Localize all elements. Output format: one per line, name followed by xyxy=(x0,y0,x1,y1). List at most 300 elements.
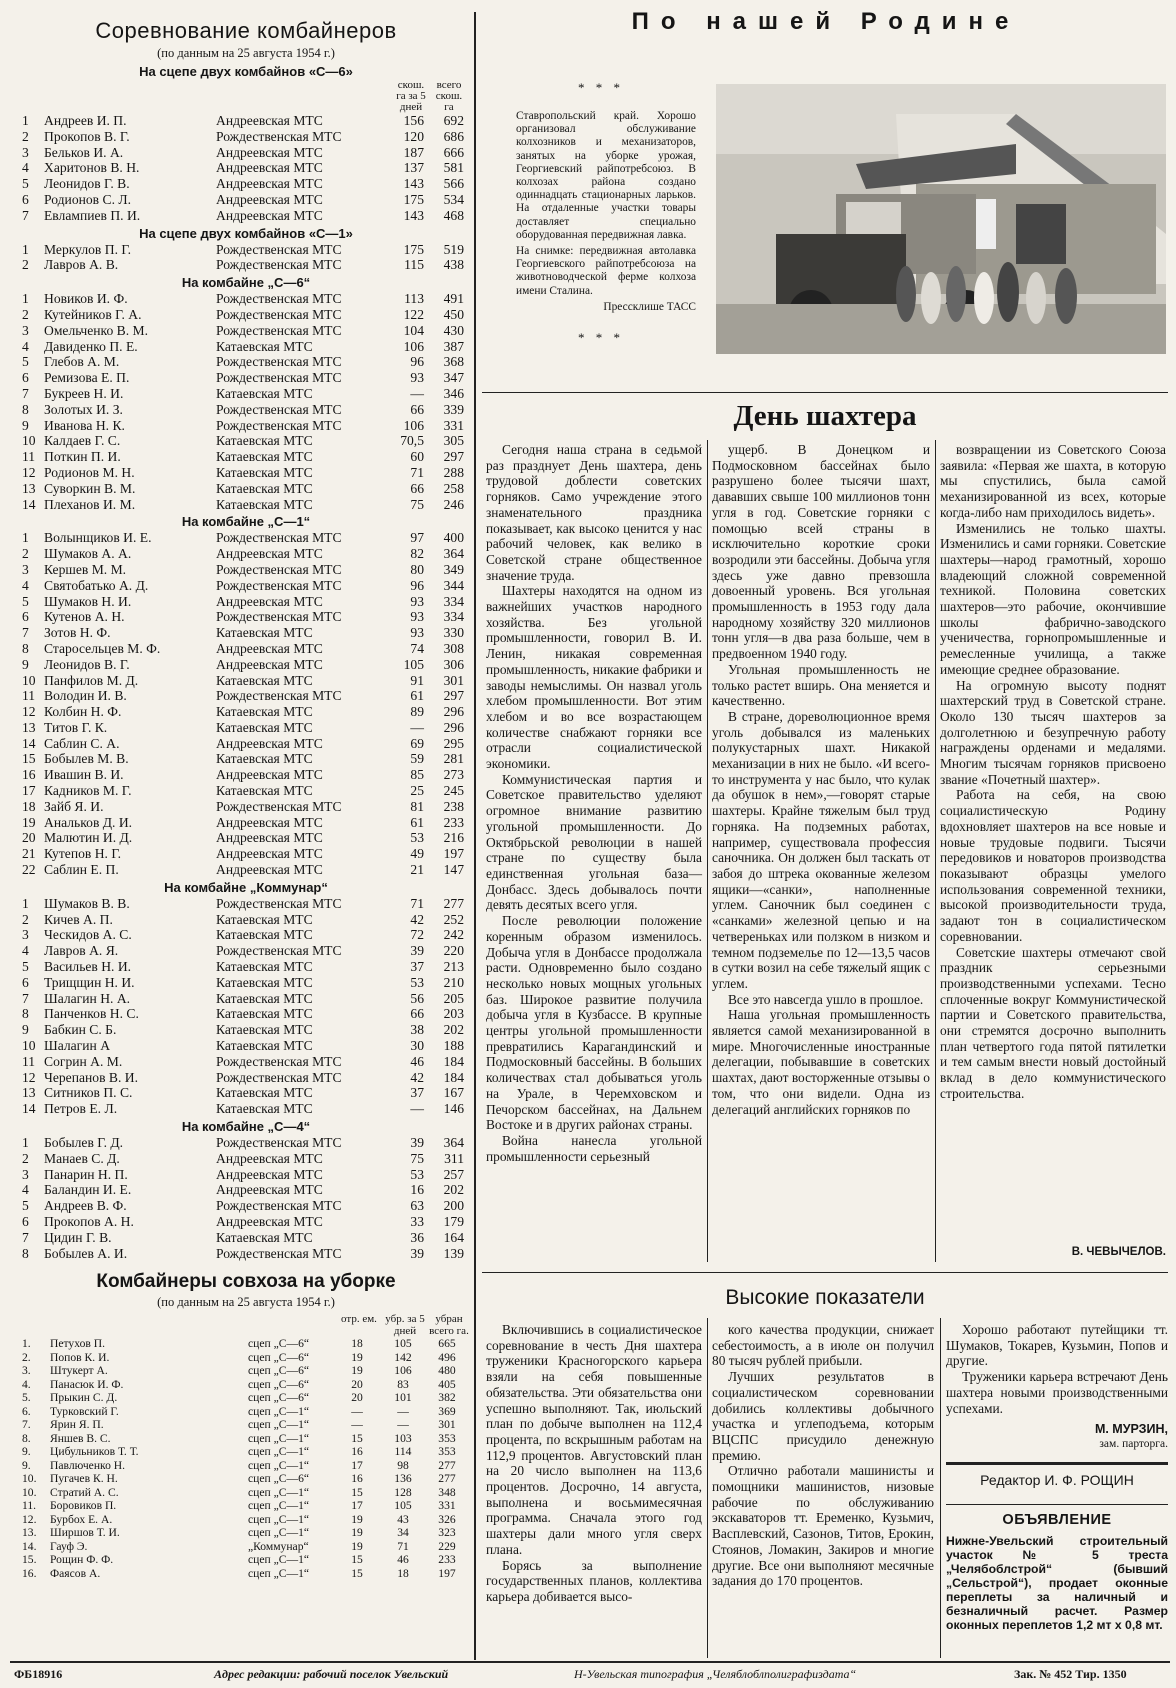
hectares-total: 242 xyxy=(443,927,464,943)
mts-name: Андреевская МТС xyxy=(216,593,323,609)
combiner-name: Андреев В. Ф. xyxy=(44,1198,127,1214)
mts-name: Катаевская МТС xyxy=(216,1038,313,1054)
combiner-name: Меркулов П. Г. xyxy=(44,241,132,257)
mts-name: Катаевская МТС xyxy=(216,1022,313,1038)
row-number: 9 xyxy=(22,1022,29,1038)
row-number: 14 xyxy=(22,1101,36,1117)
photo-mobile-shop xyxy=(716,84,1166,354)
mts-name: Катаевская МТС xyxy=(216,990,313,1006)
hectares-total: 200 xyxy=(443,1198,464,1214)
row-number: 1. xyxy=(22,1337,31,1351)
table-row xyxy=(22,1198,470,1214)
hectares-total: 368 xyxy=(443,354,464,370)
table-row xyxy=(22,1006,470,1022)
row-number: 6 xyxy=(22,609,29,625)
row-number: 14. xyxy=(22,1539,37,1553)
hectares-5-days: — xyxy=(397,1404,409,1418)
competition-sections xyxy=(22,64,470,1261)
hectares-total: 353 xyxy=(438,1431,456,1445)
mts-name: Андреевская МТС xyxy=(216,176,323,192)
hectares-total: 296 xyxy=(443,719,464,735)
hectares-5-days: 53 xyxy=(410,830,424,846)
article-paragraph: Изменились не только шахты. Изменились и сами горняки. Советские шахтеры—народ грамотный, хорошо владеющий сложной современной техникой. Половина советских шахтеров—это рабочие, окончившие школы фабрично-заводского ученичества, горнопромышленные и ремесленные училища, а также имеющие среднее образование. xyxy=(940,520,1166,677)
mts-name: Рождественская МТС xyxy=(216,1245,342,1261)
hectares-total: 213 xyxy=(443,959,464,975)
combine-type: сцеп „С—1“ xyxy=(248,1418,310,1432)
combiner-name: Рощин Ф. Ф. xyxy=(50,1553,114,1567)
row-number: 3. xyxy=(22,1364,31,1378)
hectares-total: 323 xyxy=(438,1526,456,1540)
hectares-total: 326 xyxy=(438,1512,456,1526)
hectares-total: 353 xyxy=(438,1445,456,1459)
row-number: 12. xyxy=(22,1512,37,1526)
table-row xyxy=(22,1526,470,1540)
row-number: 3 xyxy=(22,561,29,577)
combiner-name: Иванова Н. К. xyxy=(44,417,125,433)
hectares-total: 220 xyxy=(443,943,464,959)
row-number: 2 xyxy=(22,257,29,273)
work-days: 15 xyxy=(351,1485,363,1499)
hectares-total: 468 xyxy=(443,207,464,223)
combiner-name: Бобылев М. В. xyxy=(44,751,129,767)
hectares-5-days: 70,5 xyxy=(400,433,424,449)
combiner-name: Кутепов Н. Г. xyxy=(44,846,122,862)
hectares-total: 139 xyxy=(443,1245,464,1261)
combiner-name: Плеханов И. М. xyxy=(44,496,136,512)
article-column xyxy=(712,1322,934,1658)
hectares-total: 164 xyxy=(443,1229,464,1245)
combine-type: сцеп „С—1“ xyxy=(248,1445,310,1459)
combine-type: сцеп „С—1“ xyxy=(248,1566,310,1580)
hectares-total: 534 xyxy=(443,191,464,207)
row-number: 4 xyxy=(22,1182,29,1198)
hectares-5-days: 187 xyxy=(403,144,424,160)
row-number: 10 xyxy=(22,672,36,688)
hectares-5-days: 75 xyxy=(410,1150,424,1166)
table-row xyxy=(22,192,470,208)
hectares-total: 197 xyxy=(443,846,464,862)
combiner-name: Колбин Н. Ф. xyxy=(44,704,122,720)
table-row xyxy=(22,641,470,657)
combine-type: сцеп „С—1“ xyxy=(248,1458,310,1472)
hectares-total: 308 xyxy=(443,640,464,656)
combiner-name: Цибульников Т. Т. xyxy=(50,1445,139,1459)
article-paragraph: Труженики карьера встречают День шахтера новыми производственными успехами. xyxy=(946,1369,1168,1416)
article-paragraph: возвращении из Советского Союза заявила: «Первая же шахта, в которую мы спустились, была самой механизированной из всех, которые когда-либо нам приходилось видеть». xyxy=(940,442,1166,520)
row-number: 11 xyxy=(22,688,36,704)
hectares-total: 301 xyxy=(443,672,464,688)
column-header: скош. га за 5 дней xyxy=(396,79,426,113)
combiner-name: Кершев М. М. xyxy=(44,561,127,577)
article-title-miners-day: День шахтера xyxy=(733,400,917,432)
mts-name: Катаевская МТС xyxy=(216,1101,313,1117)
sovhoz-header-col: отр. ем. xyxy=(341,1313,377,1326)
hectares-5-days: 18 xyxy=(397,1566,409,1580)
author-role: зам. парторга. xyxy=(1099,1438,1168,1450)
table-row xyxy=(22,609,470,625)
combine-type: сцеп „С—1“ xyxy=(248,1485,310,1499)
row-number: 13. xyxy=(22,1526,37,1540)
sovhoz-header-col: убран всего га. xyxy=(429,1313,469,1338)
hectares-total: 364 xyxy=(443,546,464,562)
combiner-name: Ческидов А. С. xyxy=(44,927,132,943)
row-number: 9. xyxy=(22,1458,31,1472)
mts-name: Андреевская МТС xyxy=(216,144,323,160)
mts-name: Катаевская МТС xyxy=(216,1085,313,1101)
hectares-5-days: 69 xyxy=(410,735,424,751)
combine-type: сцеп „С—1“ xyxy=(248,1404,310,1418)
hectares-5-days: — xyxy=(410,1101,424,1117)
section-title: На комбайне „С—1“ xyxy=(181,514,311,530)
table-row xyxy=(22,991,470,1007)
row-number: 15 xyxy=(22,751,36,767)
mts-name: Катаевская МТС xyxy=(216,625,313,641)
combiner-name: Шумаков Н. И. xyxy=(44,593,132,609)
work-days: 20 xyxy=(351,1377,363,1391)
sovhoz-title: Комбайнеры совхоза на уборке xyxy=(96,1271,396,1293)
row-number: 12 xyxy=(22,1069,36,1085)
table-row xyxy=(22,1070,470,1086)
row-number: 7 xyxy=(22,385,29,401)
hectares-5-days: 156 xyxy=(403,113,424,128)
combiner-name: Бабкин С. Б. xyxy=(44,1022,117,1038)
combiner-name: Новиков И. Ф. xyxy=(44,291,128,307)
mts-name: Андреевская МТС xyxy=(216,846,323,862)
hectares-total: 692 xyxy=(443,113,464,128)
row-number: 6 xyxy=(22,370,29,386)
combine-type: сцеп „С—6“ xyxy=(248,1391,310,1405)
combiner-name: Фаясов А. xyxy=(50,1566,101,1580)
combine-type: сцеп „С—6“ xyxy=(248,1337,310,1351)
table-row xyxy=(22,1418,470,1432)
hectares-5-days: 61 xyxy=(410,688,424,704)
hectares-5-days: 16 xyxy=(410,1182,424,1198)
table-row xyxy=(22,481,470,497)
mts-name: Андреевская МТС xyxy=(216,814,323,830)
article-paragraph: Угольная промышленность не только растет вширь. Она меняется и качественно. xyxy=(712,661,930,709)
table-row xyxy=(22,783,470,799)
mts-name: Катаевская МТС xyxy=(216,338,313,354)
table-row xyxy=(22,530,470,546)
hectares-total: 450 xyxy=(443,306,464,322)
hectares-5-days: 46 xyxy=(397,1553,409,1567)
hectares-5-days: 113 xyxy=(404,291,424,307)
mts-name: Рождественская МТС xyxy=(216,609,342,625)
hectares-5-days: 104 xyxy=(403,322,424,338)
hectares-5-days: 128 xyxy=(394,1485,412,1499)
combiner-name: Боровиков П. xyxy=(50,1499,117,1513)
row-number: 2 xyxy=(22,128,29,144)
mts-name: Андреевская МТС xyxy=(216,735,323,751)
hectares-5-days: 66 xyxy=(410,1006,424,1022)
hectares-5-days: 105 xyxy=(394,1499,412,1513)
hectares-total: 296 xyxy=(443,704,464,720)
row-number: 9 xyxy=(22,417,29,433)
hectares-total: 246 xyxy=(443,496,464,512)
mts-name: Андреевская МТС xyxy=(216,191,323,207)
hectares-5-days: 105 xyxy=(403,656,424,672)
row-number: 1 xyxy=(22,113,29,128)
table-row xyxy=(22,815,470,831)
table-row xyxy=(22,354,470,370)
combiner-name: Гауф Э. xyxy=(50,1539,88,1553)
work-days: 16 xyxy=(351,1472,363,1486)
hectares-total: 339 xyxy=(443,401,464,417)
row-number: 17 xyxy=(22,783,36,799)
table-row xyxy=(22,1378,470,1392)
work-days: 15 xyxy=(351,1431,363,1445)
table-row xyxy=(22,1499,470,1513)
section-divider xyxy=(482,1272,1168,1273)
combiner-name: Согрин А. М. xyxy=(44,1053,123,1069)
combiner-name: Панасюк И. Ф. xyxy=(50,1377,124,1391)
mts-name: Рождественская МТС xyxy=(216,370,342,386)
hectares-total: 147 xyxy=(443,862,464,878)
hectares-5-days: 106 xyxy=(403,417,424,433)
table-row xyxy=(22,862,470,878)
article-paragraph: Сегодня наша страна в седьмой раз празднует День шахтера, день трудовой доблести советских горняков. Само учреждение этого знаменательного праздника показывает, как высоко ценится у нас рабочий человек, как велико в Советской стране общественное значение труда. xyxy=(486,442,702,583)
table-row xyxy=(22,465,470,481)
row-number: 20 xyxy=(22,830,36,846)
combiner-name: Лавров А. Я. xyxy=(44,943,119,959)
sovhoz-header xyxy=(22,1313,470,1337)
table-row xyxy=(22,1445,470,1459)
combiner-name: Ремизова Е. П. xyxy=(44,370,130,386)
hectares-total: 205 xyxy=(443,990,464,1006)
hectares-5-days: 93 xyxy=(410,593,424,609)
mts-name: Андреевская МТС xyxy=(216,1166,323,1182)
table-row xyxy=(22,370,470,386)
row-number: 10 xyxy=(22,1038,36,1054)
combiner-name: Зотов Н. Ф. xyxy=(44,625,111,641)
table-row xyxy=(22,1540,470,1554)
row-number: 13 xyxy=(22,719,36,735)
mts-name: Рождественская МТС xyxy=(216,128,342,144)
combiner-name: Шалагин Н. А. xyxy=(44,990,131,1006)
mts-name: Рождественская МТС xyxy=(216,257,342,273)
table-row xyxy=(22,1432,470,1446)
mts-name: Катаевская МТС xyxy=(216,464,313,480)
mts-name: Рождественская МТС xyxy=(216,530,342,546)
hectares-5-days: 91 xyxy=(410,672,424,688)
row-number: 9 xyxy=(22,656,29,672)
row-number: 6 xyxy=(22,191,29,207)
mts-name: Рождественская МТС xyxy=(216,291,342,307)
mts-name: Рождественская МТС xyxy=(216,577,342,593)
combiner-name: Саблин Е. П. xyxy=(44,862,119,878)
editor-line: Редактор И. Ф. РОЩИН xyxy=(980,1472,1134,1488)
combiner-name: Кутейников Г. А. xyxy=(44,306,142,322)
table-row xyxy=(22,402,470,418)
work-days: 19 xyxy=(351,1512,363,1526)
combiner-name: Золотых И. З. xyxy=(44,401,123,417)
row-number: 12 xyxy=(22,464,36,480)
hectares-total: 305 xyxy=(443,433,464,449)
row-number: 1 xyxy=(22,895,29,911)
hectares-total: 146 xyxy=(443,1101,464,1117)
article-paragraph: Советские шахтеры отмечают свой праздник серьезными производственными успехами. Тесно сплоченные вокруг Коммунистической партии и Советского правительства, они стремятся досрочно выполнить план четвертого года пятой пятилетки и тем самым внести новый достойный вклад в дело коммунистического строительства. xyxy=(940,944,1166,1101)
hectares-5-days: 83 xyxy=(397,1377,409,1391)
page-footer xyxy=(14,1665,1170,1683)
hectares-5-days: 39 xyxy=(410,1245,424,1261)
hectares-total: 297 xyxy=(443,688,464,704)
hectares-total: 344 xyxy=(443,577,464,593)
hectares-total: 387 xyxy=(443,338,464,354)
combiner-name: Леонидов Г. В. xyxy=(44,176,130,192)
mts-name: Рождественская МТС xyxy=(216,943,342,959)
table-row xyxy=(22,975,470,991)
table-row xyxy=(22,959,470,975)
hectares-5-days: 39 xyxy=(410,943,424,959)
column-divider xyxy=(474,12,476,1660)
hectares-total: 330 xyxy=(443,625,464,641)
work-days: 18 xyxy=(351,1337,363,1351)
table-row xyxy=(22,1101,470,1117)
hectares-total: 566 xyxy=(443,176,464,192)
hectares-5-days: 142 xyxy=(394,1350,412,1364)
combiner-name: Анальков Д. И. xyxy=(44,814,133,830)
hectares-5-days: 49 xyxy=(410,846,424,862)
hectares-5-days: 106 xyxy=(394,1364,412,1378)
row-number: 7 xyxy=(22,1229,29,1245)
article-paragraph: Наша угольная промышленность является самой механизированной в мире. Многочисленные иностранные делегации, побывавшие в советских шахтах, дают восторженные отзывы о том, что они видели. Одна из делегаций английских горняков по xyxy=(712,1007,930,1117)
row-number: 1 xyxy=(22,1135,29,1151)
hectares-5-days: 33 xyxy=(410,1214,424,1229)
hectares-5-days: 75 xyxy=(410,496,424,512)
mts-name: Андреевская МТС xyxy=(216,1182,323,1198)
combiner-name: Малютин И. Д. xyxy=(44,830,133,846)
hectares-total: 277 xyxy=(438,1472,456,1486)
table-row xyxy=(22,433,470,449)
column-rule xyxy=(707,440,708,1262)
mts-name: Катаевская МТС xyxy=(216,704,313,720)
table-row xyxy=(22,578,470,594)
section-header-rodine: По нашей Родине xyxy=(631,8,1021,35)
hectares-5-days: 53 xyxy=(410,1166,424,1182)
table-row xyxy=(22,1085,470,1101)
hectares-total: 257 xyxy=(443,1166,464,1182)
hectares-total: 167 xyxy=(443,1085,464,1101)
combiner-name: Пугачев К. Н. xyxy=(50,1472,118,1486)
row-number: 18 xyxy=(22,798,36,814)
article-column xyxy=(486,1322,702,1658)
combiner-name: Яншев В. С. xyxy=(50,1431,111,1445)
combiner-name: Турковский Г. xyxy=(50,1404,119,1418)
hectares-5-days: 93 xyxy=(410,370,424,386)
hectares-5-days: 38 xyxy=(410,1022,424,1038)
table-row xyxy=(22,1405,470,1419)
table-row xyxy=(22,1553,470,1567)
row-number: 8 xyxy=(22,640,29,656)
hectares-5-days: 175 xyxy=(403,191,424,207)
column-header: всего скош. га xyxy=(435,79,463,113)
work-days: 15 xyxy=(351,1553,363,1567)
combine-type: сцеп „С—1“ xyxy=(248,1512,310,1526)
combiner-name: Цидин Г. В. xyxy=(44,1229,112,1245)
combiner-name: Панфилов М. Д. xyxy=(44,672,139,688)
table-row xyxy=(22,546,470,562)
hectares-5-days: 39 xyxy=(410,1135,424,1151)
mts-name: Андреевская МТС xyxy=(216,1150,323,1166)
table-row xyxy=(22,657,470,673)
combiner-name: Кадников М. Г. xyxy=(44,783,132,799)
mts-name: Рождественская МТС xyxy=(216,322,342,338)
mts-name: Андреевская МТС xyxy=(216,830,323,846)
row-number: 19 xyxy=(22,814,36,830)
table-row xyxy=(22,1230,470,1246)
row-number: 4 xyxy=(22,943,29,959)
row-number: 3 xyxy=(22,322,29,338)
combiner-name: Святобатько А. Д. xyxy=(44,577,149,593)
hectares-total: 238 xyxy=(443,798,464,814)
row-number: 6 xyxy=(22,1214,29,1229)
hectares-5-days: 98 xyxy=(397,1458,409,1472)
mts-name: Рождественская МТС xyxy=(216,241,342,257)
section-title: На сцепе двух комбайнов «С—1» xyxy=(139,225,353,241)
work-days: 19 xyxy=(351,1364,363,1378)
table-row xyxy=(22,1151,470,1167)
hectares-total: 496 xyxy=(438,1350,456,1364)
table-row xyxy=(22,1486,470,1500)
mts-name: Катаевская МТС xyxy=(216,385,313,401)
hectares-total: 203 xyxy=(443,1006,464,1022)
hectares-5-days: 46 xyxy=(410,1053,424,1069)
hectares-total: 229 xyxy=(438,1539,456,1553)
table-row xyxy=(22,418,470,434)
hectares-total: 364 xyxy=(443,1135,464,1151)
row-number: 3 xyxy=(22,1166,29,1182)
combiner-name: Харитонов В. Н. xyxy=(44,160,140,176)
table-row xyxy=(22,386,470,402)
sovhoz-subtitle: (по данным на 25 августа 1954 г.) xyxy=(157,1295,335,1310)
hectares-total: 277 xyxy=(438,1458,456,1472)
section-title: На комбайне „Коммунар“ xyxy=(164,879,328,895)
work-days: 20 xyxy=(351,1391,363,1405)
combine-type: сцеп „С—6“ xyxy=(248,1364,310,1378)
footer-code: ФБ18916 xyxy=(14,1667,63,1681)
article-column xyxy=(940,442,1166,1242)
work-days: 19 xyxy=(351,1350,363,1364)
article-column xyxy=(946,1322,1168,1416)
table-row xyxy=(22,145,470,161)
combiner-name: Панченков Н. С. xyxy=(44,1006,139,1022)
table-row xyxy=(22,830,470,846)
table-row xyxy=(22,1567,470,1581)
mts-name: Рождественская МТС xyxy=(216,561,342,577)
work-days: 16 xyxy=(351,1445,363,1459)
article-paragraph: Лучших результатов в социалистическом соревновании добились коллективы добычного участка и углеподъема, которым ВЦСПС присудило денежную премию. xyxy=(712,1369,934,1463)
hectares-total: 273 xyxy=(443,767,464,783)
table-row xyxy=(22,1038,470,1054)
combiner-name: Титов Г. К. xyxy=(44,719,108,735)
combiner-name: Шумаков А. А. xyxy=(44,546,132,562)
article-column xyxy=(712,442,930,1268)
combiner-name: Родионов М. Н. xyxy=(44,464,135,480)
photo-illustration xyxy=(716,84,1166,354)
row-number: 1 xyxy=(22,291,29,307)
mts-name: Катаевская МТС xyxy=(216,1006,313,1022)
hectares-total: 438 xyxy=(443,257,464,273)
hectares-5-days: 97 xyxy=(410,530,424,546)
hectares-total: 258 xyxy=(443,480,464,496)
row-number: 8 xyxy=(22,1245,29,1261)
column-rule xyxy=(707,1318,708,1658)
table-row xyxy=(22,927,470,943)
hectares-total: 277 xyxy=(443,895,464,911)
table-row xyxy=(22,1214,470,1230)
table-row xyxy=(22,704,470,720)
hectares-total: 233 xyxy=(443,814,464,830)
